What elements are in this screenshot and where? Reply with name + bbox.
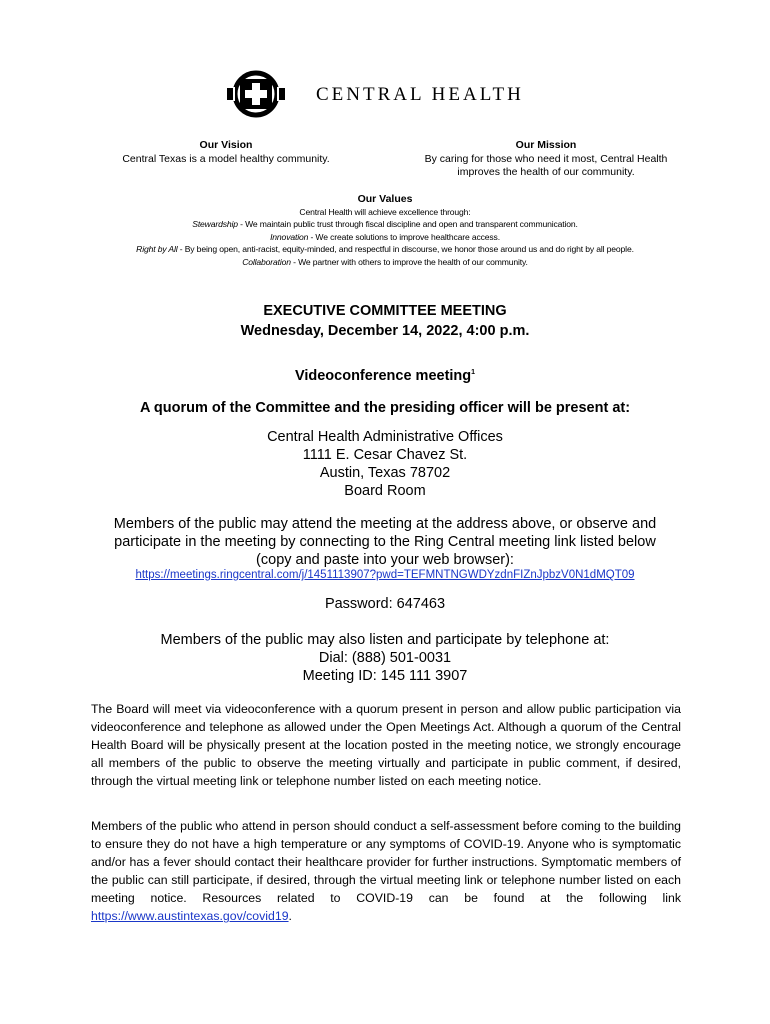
value-term: Right by All: [136, 244, 178, 255]
value-text: - We create solutions to improve healthcare access.: [308, 231, 500, 242]
values-section: [0, 193, 770, 268]
phone-intro: Members of the public may also listen and participate by telephone at:: [160, 632, 610, 648]
address-line: Central Health Administrative Offices: [267, 429, 503, 445]
public-attend-notice: [96, 515, 674, 569]
covid19-link[interactable]: https://www.austintexas.gov/covid19: [91, 909, 289, 924]
covid-paragraph: [91, 817, 681, 926]
mission-text-line2: improves the health of our community.: [457, 166, 635, 178]
values-heading: Our Values: [357, 193, 413, 205]
meeting-title-block: [0, 301, 770, 341]
public-attend-line: participate in the meeting by connecting to the Ring Central meeting link listed below: [114, 534, 656, 550]
meeting-format: [0, 363, 770, 386]
value-item: [0, 256, 770, 268]
covid-paragraph-text: Members of the public who attend in person should conduct a self-assessment before coming to the building to ensure they do not have a high temperature or any symptoms of COVID-19. Anyone who is symptomatic and/or has a fever should contact their healthcare provider for further instructions. Symptomatic members of the public can still participate, if desired, through the virtual meeting link or telephone number listed on each meeting notice. Resources related to COVID-19 can be found at the following link: [91, 819, 681, 906]
mission-heading: Our Mission: [515, 139, 577, 151]
value-text: - We partner with others to improve the health of our community.: [290, 256, 528, 267]
value-item: [0, 231, 770, 243]
value-item: [0, 218, 770, 230]
public-attend-line: Members of the public may attend the meeting at the address above, or observe and: [113, 516, 657, 532]
meeting-format-text: Videoconference meeting: [294, 368, 472, 384]
phone-info: [0, 631, 770, 685]
footnote-mark: 1: [471, 369, 476, 376]
mission-text-line1: By caring for those who need it most, Central Health: [424, 152, 668, 165]
central-health-logo-icon: [226, 70, 286, 118]
dial-number: Dial: (888) 501-0031: [318, 650, 452, 666]
header-logo: [0, 70, 770, 120]
meeting-password: Password: 647463: [324, 596, 446, 612]
board-meeting-paragraph: The Board will meet via videoconference with a quorum present in person and allow public participation via videoconference and telephone as allowed under the Open Meetings Act. Although a quorum of the Central Health Board will be physically present at the location posted in the meeting notice, we strongly encourage all members of the public to observe the meeting virtually and participate in public comment, if desired, through the virtual meeting link or telephone number listed on each meeting notice.: [91, 702, 681, 789]
address-line: 1111 E. Cesar Chavez St.: [302, 447, 468, 463]
mission-section: [400, 139, 692, 180]
value-term: Collaboration: [242, 256, 291, 267]
value-item: [0, 243, 770, 255]
value-term: Innovation: [270, 231, 309, 242]
covid-paragraph-end: .: [288, 909, 292, 924]
logo-text: CENTRAL HEALTH: [316, 84, 524, 105]
meeting-address: [0, 428, 770, 500]
vision-heading: Our Vision: [199, 139, 253, 151]
value-text: - By being open, anti-racist, equity-minded, and respectful in discourse, we honor those around us and do right by all people.: [177, 244, 634, 255]
meeting-link-row: [0, 568, 770, 582]
quorum-statement: A quorum of the Committee and the presiding officer will be present at:: [139, 400, 631, 416]
public-attend-line: (copy and paste into your web browser):: [256, 552, 514, 568]
address-line: Board Room: [344, 483, 426, 499]
meeting-link[interactable]: https://meetings.ringcentral.com/j/1451113907?pwd=TEFMNTNGWDYzdnFIZnJpbzV0N1dMQT09: [135, 569, 635, 581]
vision-text: Central Texas is a model healthy community.: [122, 152, 330, 165]
value-text: - We maintain public trust through fiscal discipline and open and transparent communication.: [237, 219, 578, 230]
address-line: Austin, Texas 78702: [319, 465, 451, 481]
vision-section: [88, 139, 364, 166]
meeting-datetime: Wednesday, December 14, 2022, 4:00 p.m.: [240, 323, 530, 339]
meeting-id: Meeting ID: 145 111 3907: [302, 668, 468, 684]
value-term: Stewardship: [192, 219, 238, 230]
meeting-title: EXECUTIVE COMMITTEE MEETING: [263, 303, 507, 319]
values-intro: Central Health will achieve excellence through:: [299, 207, 471, 217]
